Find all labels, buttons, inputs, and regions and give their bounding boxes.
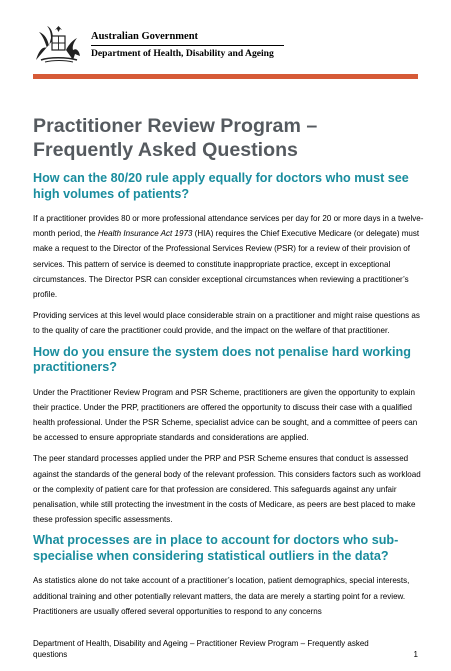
page-header [33, 24, 423, 68]
header-divider [91, 45, 284, 46]
government-name: Australian Government [91, 31, 199, 42]
document-body [33, 171, 425, 625]
title-line-1: Practitioner Review Program – [33, 115, 318, 137]
coat-of-arms-logo [33, 24, 83, 64]
act-name-italic: Health Insurance Act 1973 [97, 229, 193, 239]
faq-section-penalise [33, 345, 425, 528]
section-paragraph: The peer standard processes applied under the PRP and PSR Scheme ensures that conduct is assessed against the standards of the general body of the relevant profession. This considers factors such as workload or the complexity of patient care for that profession are considered. This safeguards against any unfair penalisation, while still protecting the investment in the costs of Medicare, as peers are best placed to make these profession specific assessments. [33, 454, 421, 525]
title-line-2: Frequently Asked Questions [33, 139, 298, 161]
header-accent-bar [33, 74, 418, 79]
section-paragraph: Under the Practitioner Review Program and PSR Scheme, practitioners are given the opportunity to explain their practice. Under the PRP, practitioners are offered the opportunity to discuss their case with a qualified health professional. Under the PSR Scheme, specialist advice can be sought, and a committee of peers can be accessed to ensure appropriate standards and considerations are applied. [33, 387, 418, 443]
section-paragraph: As statistics alone do not take account of a practitioner’s location, patient demographics, special interests, additional training and other potentially relevant matters, the data are merely a starting point for a review. Practitioners are usually offered several opportunities to respond to any concerns [33, 576, 410, 616]
section-heading: How can the 80/20 rule apply equally for doctors who must see high volumes of patients? [33, 171, 409, 201]
section-heading: How do you ensure the system does not penalise hard working practitioners? [33, 344, 411, 375]
footer-text: Department of Health, Disability and Ageing – Practitioner Review Program – Frequently asked questions [33, 639, 369, 659]
page-footer [33, 638, 418, 660]
section-heading: What processes are in place to account for doctors who sub-specialise when considering statistical outliers in the data? [33, 533, 399, 563]
page-number: 1 [413, 650, 418, 659]
section-paragraph: If a practitioner provides 80 or more professional attendance services per day for 20 or more days in a twelve-month period, the Health Insurance Act 1973 (HIA) requires the Chief Executive Medicare (or delegate) must make a request to the Director of the Professional Services Review (PSR) for a review of their provision of services. This pattern of service is deemed to constitute inappropriate practice, except in exceptional circumstances. The Director PSR can consider exceptional circumstances when reviewing a practitioner’s profile. [33, 214, 424, 300]
page-title [33, 114, 423, 162]
faq-section-80-20-rule [33, 171, 425, 339]
department-name: Department of Health, Disability and Ageing [91, 48, 274, 59]
faq-section-sub-specialise [33, 533, 425, 619]
section-paragraph: Providing services at this level would place considerable strain on a practitioner and might raise questions as to the quality of care the practitioner could provide, and the impact on the welfare of that practitioner. [33, 311, 420, 336]
